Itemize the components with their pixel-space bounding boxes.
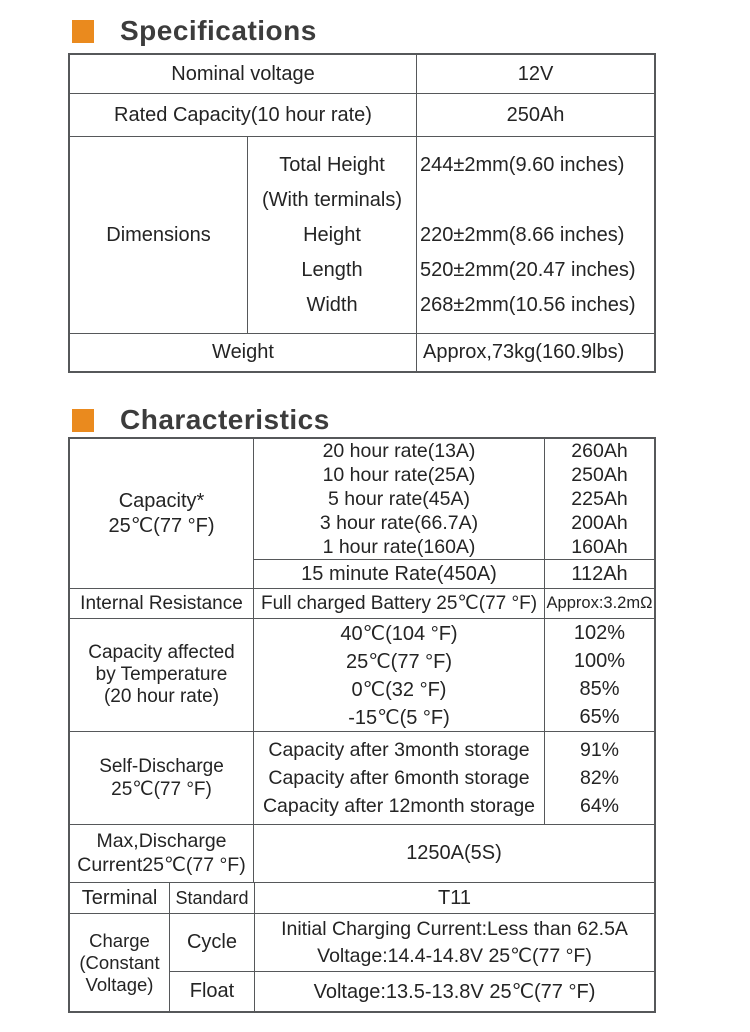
dimension-value: 268±2mm(10.56 inches): [420, 293, 636, 316]
storage-value: 91%: [579, 738, 620, 761]
temperature-condition: 40℃(104 °F): [340, 622, 458, 645]
specifications-table: [68, 53, 656, 373]
rated-capacity-value: 250Ah: [506, 103, 565, 126]
capacity-rate-names: [254, 439, 545, 559]
table-row-self-discharge: [70, 732, 654, 825]
dimension-value: 520±2mm(20.47 inches): [420, 258, 636, 281]
self-discharge-conditions: [254, 732, 545, 824]
specifications-header: [72, 15, 317, 47]
capacity-label-line2: 25℃(77 °F): [108, 514, 215, 537]
charge-label-line: (Constant: [79, 951, 160, 973]
rated-capacity-label: Rated Capacity(10 hour rate): [70, 94, 417, 136]
rate-name: 10 hour rate(25A): [322, 463, 476, 486]
orange-square-bullet-icon: [72, 20, 94, 43]
temperature-condition: 0℃(32 °F): [351, 678, 447, 701]
charge-cycle-value: [255, 914, 654, 971]
dimension-name: Total Height: [279, 153, 385, 176]
table-row-temperature: [70, 619, 654, 732]
rate-name: 5 hour rate(45A): [328, 487, 470, 510]
charge-float-label: Float: [170, 972, 255, 1011]
dimension-name: (With terminals): [261, 188, 402, 211]
terminal-value: T11: [438, 886, 471, 909]
internal-resistance-label: Internal Resistance: [70, 589, 254, 618]
capacity-label: [70, 439, 254, 588]
max-discharge-value: 1250A(5S): [406, 842, 502, 864]
dimensions-values: [417, 137, 654, 333]
charge-label-line: Charge: [89, 929, 150, 951]
minute-rate-name: 15 minute Rate(450A): [254, 560, 545, 588]
storage-condition: Capacity after 3month storage: [268, 738, 530, 761]
cycle-voltage-line: Voltage:14.4-14.8V 25℃(77 °F): [317, 945, 592, 967]
capacity-minute-rate-subrow: [254, 560, 654, 588]
dimension-value: [417, 183, 654, 218]
max-discharge-label: [70, 825, 254, 882]
terminal-type: Standard: [170, 883, 255, 913]
table-row-capacity: [70, 439, 654, 589]
charge-right-group: [170, 914, 654, 1011]
self-discharge-values: [545, 732, 654, 824]
charge-float-value: Voltage:13.5-13.8V 25℃(77 °F): [313, 981, 596, 1003]
rate-name: 20 hour rate(13A): [322, 439, 476, 462]
self-discharge-label-line1: Self-Discharge: [99, 755, 224, 777]
rate-value: 225Ah: [571, 487, 628, 510]
charge-label: [70, 914, 170, 1011]
temperature-label-line: Capacity affected: [88, 642, 235, 663]
table-row-max-discharge: [70, 825, 654, 883]
temperature-value: 85%: [579, 677, 620, 700]
storage-value: 82%: [579, 766, 620, 789]
dimensions-label: Dimensions: [70, 137, 248, 333]
storage-condition: Capacity after 12month storage: [262, 794, 536, 817]
dimensions-names: [248, 137, 417, 333]
temperature-condition: -15℃(5 °F): [348, 706, 450, 729]
self-discharge-label-line2: 25℃(77 °F): [111, 778, 212, 800]
internal-resistance-condition: Full charged Battery 25℃(77 °F): [254, 589, 545, 618]
characteristics-title: Characteristics: [120, 404, 330, 435]
temperature-value: 100%: [573, 649, 626, 672]
table-row-rated-capacity: [70, 94, 654, 137]
temperature-label-line: (20 hour rate): [103, 686, 220, 707]
temperature-label-line: by Temperature: [95, 664, 228, 685]
rate-name: 1 hour rate(160A): [322, 535, 476, 558]
internal-resistance-value: Approx:3.2mΩ: [546, 594, 653, 612]
charge-float-subrow: [170, 972, 654, 1011]
table-row-weight: [70, 334, 654, 371]
self-discharge-label: [70, 732, 254, 824]
temperature-value: 65%: [579, 705, 620, 728]
rate-value: 260Ah: [571, 439, 628, 462]
dimension-name: Length: [301, 258, 363, 281]
dimension-name: Height: [303, 223, 361, 246]
rate-value: 250Ah: [571, 463, 628, 486]
dimension-value: 220±2mm(8.66 inches): [420, 223, 625, 246]
charge-label-line: Voltage): [85, 973, 154, 995]
table-row-internal-resistance: [70, 589, 654, 619]
rate-name: 3 hour rate(66.7A): [319, 511, 479, 534]
temperature-label: [70, 619, 254, 731]
dimension-name: Width: [306, 293, 358, 316]
max-discharge-label-line1: Max,Discharge: [96, 830, 227, 852]
max-discharge-label-line2: Current25℃(77 °F): [77, 854, 246, 876]
dimension-value: 244±2mm(9.60 inches): [420, 153, 625, 176]
capacity-right-group: [254, 439, 654, 588]
temperature-condition: 25℃(77 °F): [345, 650, 453, 673]
cycle-current-line: Initial Charging Current:Less than 62.5A: [281, 917, 628, 940]
table-row-terminal: [70, 883, 654, 914]
storage-condition: Capacity after 6month storage: [268, 766, 530, 789]
table-row-dimensions: [70, 137, 654, 334]
nominal-voltage-value: 12V: [517, 62, 554, 85]
nominal-voltage-label: Nominal voltage: [70, 55, 417, 93]
charge-cycle-label: Cycle: [170, 914, 255, 971]
weight-label: Weight: [70, 334, 417, 371]
capacity-rate-values: [545, 439, 654, 559]
temperature-conditions: [254, 619, 545, 731]
specifications-title: Specifications: [120, 15, 317, 46]
table-row-nominal-voltage: [70, 55, 654, 94]
temperature-value: 102%: [573, 621, 626, 644]
capacity-hour-rates-subrow: [254, 439, 654, 560]
characteristics-header: [72, 404, 330, 436]
capacity-label-line1: Capacity*: [118, 489, 205, 512]
storage-value: 64%: [579, 794, 620, 817]
minute-rate-value: 112Ah: [571, 562, 628, 585]
orange-square-bullet-icon: [72, 409, 94, 432]
rate-value: 160Ah: [571, 535, 628, 558]
weight-value: Approx,73kg(160.9lbs): [423, 341, 625, 363]
temperature-values: [545, 619, 654, 731]
terminal-label: Terminal: [70, 883, 170, 913]
table-row-charge: [70, 914, 654, 1011]
rate-value: 200Ah: [571, 511, 628, 534]
characteristics-table: [68, 437, 656, 1013]
charge-cycle-subrow: [170, 914, 654, 972]
